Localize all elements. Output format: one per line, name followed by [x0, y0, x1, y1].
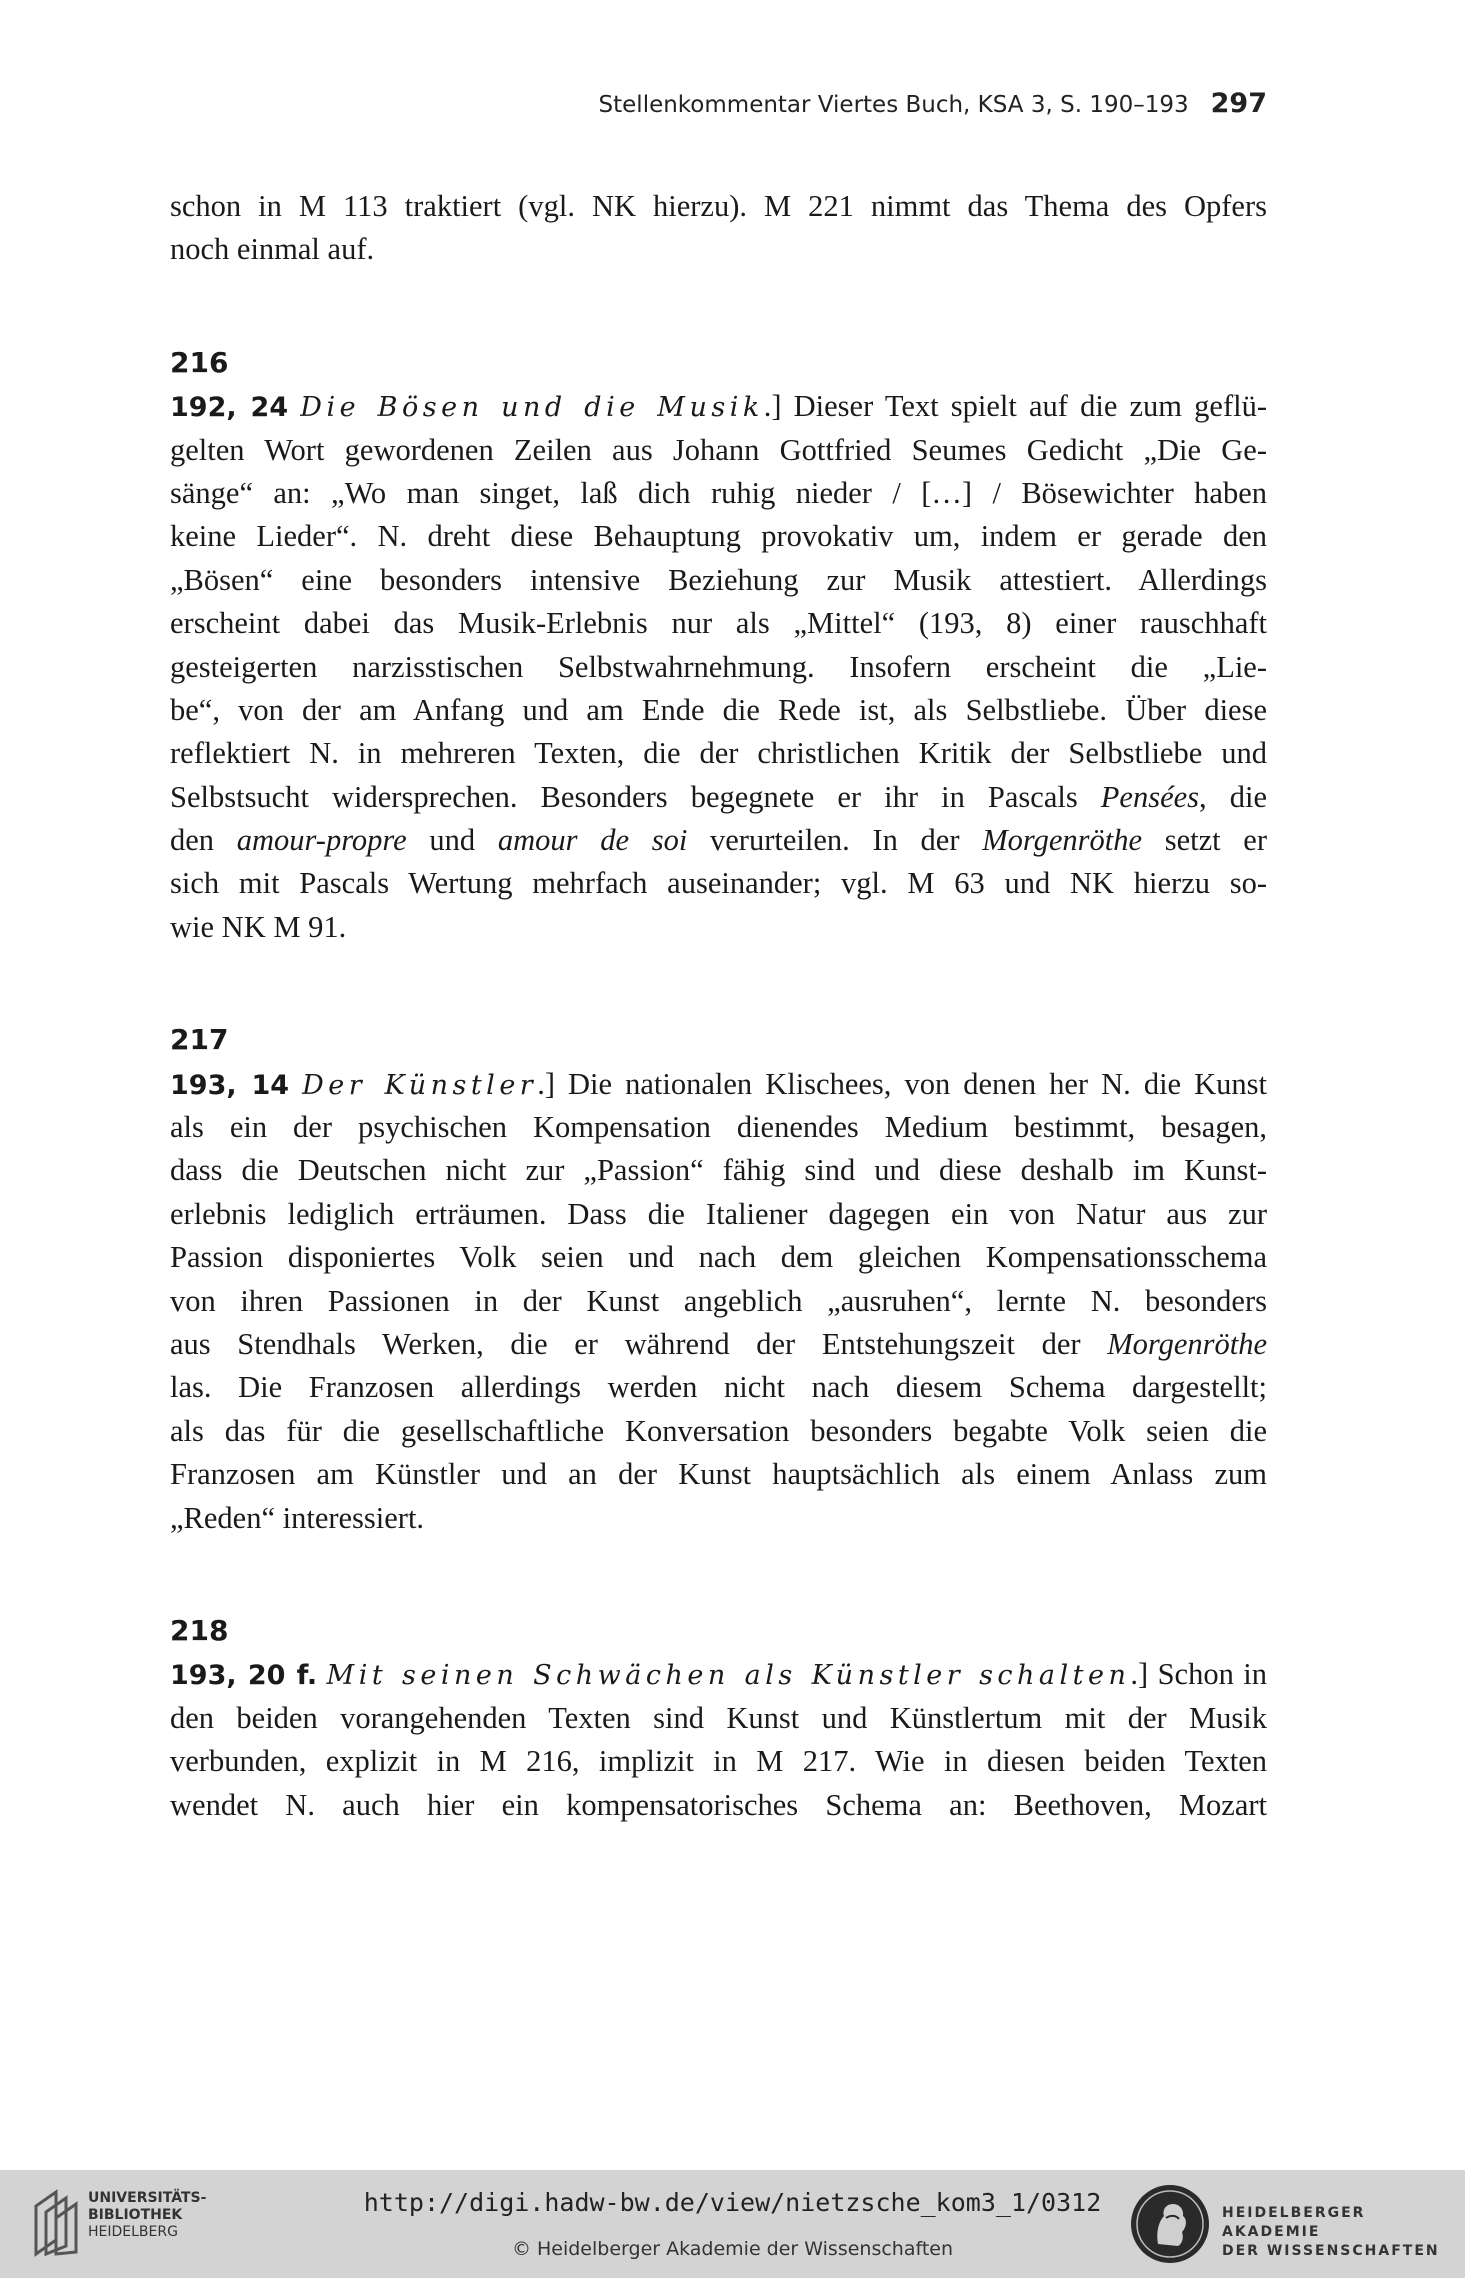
- work-title: Pensées: [1100, 779, 1200, 814]
- text-line: sänge“ an: „Wo man singet, laß dich ruhig nieder / […] / Bösewichter haben: [170, 475, 1267, 510]
- text-line: erscheint dabei das Musik-Erlebnis nur als „Mittel“ (193, 8) einer rauschhaft: [170, 606, 1267, 641]
- lemma-text: Mit seinen Schwächen als Künstler schalten: [326, 1660, 1131, 1692]
- section-number-216: 216: [170, 345, 229, 379]
- section-number-218: 218: [170, 1613, 229, 1647]
- text-line: dass die Deutschen nicht zur „Passion“ fähig sind und diese deshalb im Kunst-: [170, 1153, 1267, 1188]
- text-line: sich mit Pascals Wertung mehrfach auseinander; vgl. M 63 und NK hierzu so-: [170, 866, 1267, 901]
- text-line: Franzosen am Künstler und an der Kunst hauptsächlich als einem Anlass zum: [170, 1457, 1267, 1492]
- work-title: Morgenröthe: [982, 823, 1143, 858]
- copyright-notice: © Heidelberger Akademie der Wissenschaften: [511, 2238, 954, 2260]
- lemma-text: Der Künstler: [302, 1069, 538, 1101]
- text-line: wie NK M 91.: [170, 909, 347, 944]
- text-line: Selbstsucht widersprechen. Besonders begegnete er ihr in Pascals Pensées, die: [170, 779, 1267, 814]
- text-line: von ihren Passionen in der Kunst angeblich „ausruhen“, lernte N. besonders: [170, 1283, 1267, 1318]
- text-line: Passion disponiertes Volk seien und nach dem gleichen Kompensationsschema: [170, 1240, 1267, 1275]
- text-line: „Bösen“ eine besonders intensive Beziehung zur Musik attestiert. Allerdings: [170, 562, 1267, 597]
- text-line: „Reden“ interessiert.: [170, 1500, 425, 1535]
- text-line: als das für die gesellschaftliche Konversation besonders begabte Volk seien die: [170, 1413, 1267, 1448]
- text-line: las. Die Franzosen allerdings werden nicht nach diesem Schema dargestellt;: [170, 1370, 1267, 1405]
- academy-name: HEIDELBERGER AKADEMIE DER WISSENSCHAFTEN: [1222, 2205, 1440, 2259]
- text-line: als ein der psychischen Kompensation dienendes Medium bestimmt, besagen,: [170, 1110, 1267, 1145]
- running-title: Stellenkommentar Viertes Buch, KSA 3, S. 190–193: [598, 92, 1189, 118]
- section-number-217: 217: [170, 1023, 229, 1057]
- commentary-body: [170, 185, 1267, 1827]
- lemma-text: Die Bösen und die Musik: [300, 392, 764, 424]
- text-line: verbunden, explizit in M 216, implizit in M 217. Wie in diesen beiden Texten: [170, 1744, 1267, 1779]
- work-title: Morgenröthe: [1107, 1326, 1267, 1361]
- permalink-url[interactable]: http://digi.hadw-bw.de/view/nietzsche_kom3_1/0312: [363, 2188, 1102, 2217]
- page-line-reference: 192, 24: [170, 392, 289, 424]
- viewer-footer: [0, 2170, 1465, 2278]
- term: amour de soi: [497, 823, 688, 858]
- text-line: erlebnis lediglich erträumen. Dass die Italiener dagegen ein von Natur aus zur: [170, 1196, 1267, 1231]
- text-line: noch einmal auf.: [170, 232, 375, 267]
- text-line: den beiden vorangehenden Texten sind Kunst und Künstlertum mit der Musik: [170, 1700, 1267, 1735]
- text-line: keine Lieder“. N. dreht diese Behauptung provokativ um, indem er gerade den: [170, 519, 1267, 554]
- page-line-reference: 193, 14: [170, 1069, 290, 1101]
- page-number: 297: [1210, 88, 1267, 119]
- library-name: UNIVERSITÄTS- BIBLIOTHEK HEIDELBERG: [88, 2190, 207, 2240]
- text-line: reflektiert N. in mehreren Texten, die der christlichen Kritik der Selbstliebe und: [170, 736, 1267, 771]
- text-line: gelten Wort gewordenen Zeilen aus Johann Gottfried Seumes Gedicht „Die Ge-: [170, 432, 1267, 467]
- text-line: aus Stendhals Werken, die er während der Entstehungszeit der Morgenröthe: [170, 1326, 1267, 1361]
- running-head: [599, 88, 1267, 119]
- text-line: be“, von der am Anfang und am Ende die Rede ist, als Selbstliebe. Über diese: [170, 692, 1267, 727]
- lemma-line: 193, 14 Der Künstler.] Die nationalen Klischees, von denen her N. die Kunst: [170, 1066, 1267, 1101]
- academy-seal-icon: [1128, 2182, 1212, 2266]
- text-line: schon in M 113 traktiert (vgl. NK hierzu). M 221 nimmt das Thema des Opfers: [170, 189, 1267, 223]
- text-line: gesteigerten narzisstischen Selbstwahrnehmung. Insofern erscheint die „Lie-: [170, 649, 1267, 684]
- text-line: den amour-propre und amour de soi verurteilen. In der Morgenröthe setzt er: [170, 823, 1267, 858]
- text-line: wendet N. auch hier ein kompensatorisches Schema an: Beethoven, Mozart: [170, 1787, 1267, 1822]
- term: amour-propre: [236, 823, 407, 858]
- lemma-line: 192, 24 Die Bösen und die Musik.] Dieser Text spielt auf die zum geflü-: [170, 389, 1267, 424]
- page-line-reference: 193, 20 f.: [170, 1660, 318, 1692]
- lemma-line: 193, 20 f. Mit seinen Schwächen als Künstler schalten.] Schon in: [170, 1657, 1267, 1692]
